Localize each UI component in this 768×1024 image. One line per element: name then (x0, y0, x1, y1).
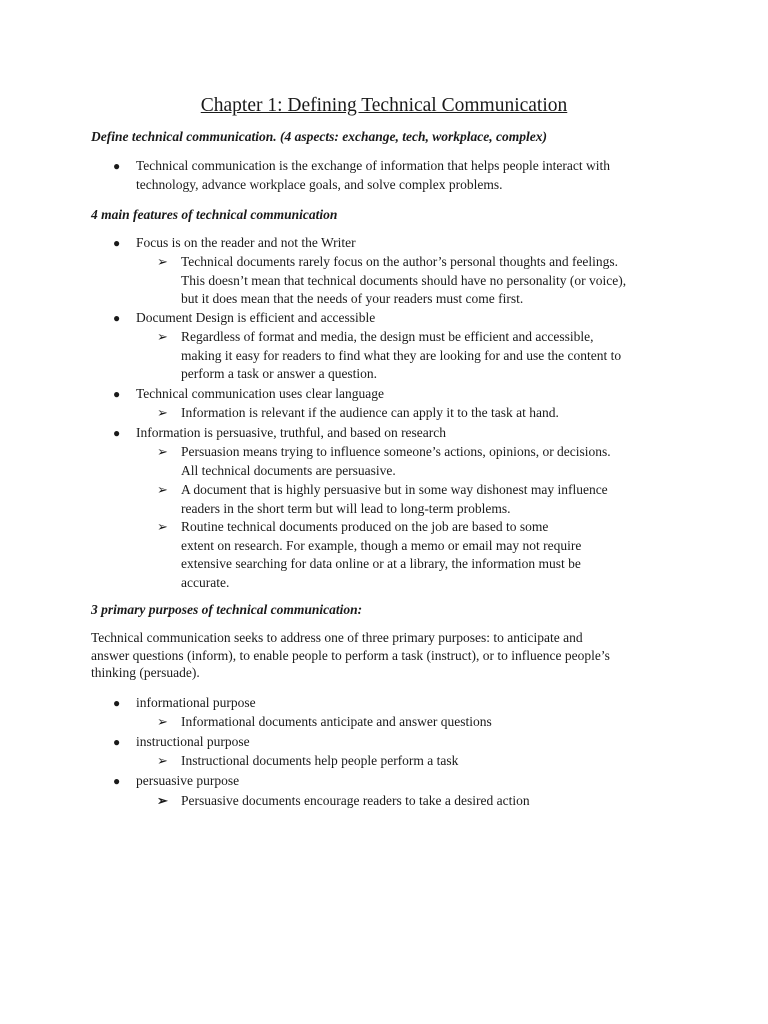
arrowhead-right-icon: ➢ (157, 405, 168, 420)
bullet-item-instructional (113, 733, 696, 752)
subbullet-text-line: Persuasive documents encourage readers to take a desired action (181, 793, 530, 808)
page-title: Chapter 1: Defining Technical Communication (200, 95, 568, 116)
arrowhead-right-icon: ➢ (157, 714, 168, 729)
subbullet-text-line: perform a task or answer a question. (181, 366, 378, 381)
subbullet-text-line: Technical documents rarely focus on the author’s personal thoughts and feelings. (181, 254, 619, 269)
arrowhead-right-icon: ➢ (157, 444, 168, 459)
section-heading-define: Define technical communication. (4 aspects: exchange, tech, workplace, complex) (91, 129, 547, 144)
subbullet-item (157, 443, 681, 480)
subbullet-text-line: extensive searching for data online or at a library, the information must be (181, 556, 581, 571)
bullet-text-line: persuasive purpose (136, 773, 240, 788)
bullet-text-line: Technical communication is the exchange of information that helps people interact with (136, 158, 611, 173)
subbullet-text-line: extent on research. For example, though a memo or email may not require (181, 537, 582, 553)
bullet-text-line: instructional purpose (136, 734, 250, 749)
bullet-dot-icon: ● (113, 735, 121, 749)
subbullet-text-line: Persuasion means trying to influence someone’s actions, opinions, or decisions. (181, 444, 611, 459)
purposes-paragraph (91, 629, 671, 682)
bullet-dot-icon: ● (113, 311, 121, 325)
subbullet-text-line: Information is relevant if the audience can apply it to the task at hand. (181, 405, 559, 420)
subbullet-text-line: All technical documents are persuasive. (181, 462, 396, 478)
bullet-text-line: Technical communication uses clear language (136, 386, 384, 401)
subbullet-text-line: Regardless of format and media, the design must be efficient and accessible, (181, 329, 594, 344)
subbullet-text-line: A document that is highly persuasive but in some way dishonest may influence (181, 482, 608, 497)
bullet-text-line: Focus is on the reader and not the Writer (136, 235, 356, 250)
bullet-item-definition (113, 157, 696, 194)
bullet-text-line: informational purpose (136, 695, 256, 710)
arrowhead-right-icon: ➢ (157, 519, 168, 534)
bullet-text-line: technology, advance workplace goals, and solve complex problems. (136, 176, 503, 192)
section-heading-purposes: 3 primary purposes of technical communication: (91, 602, 363, 617)
subbullet-text-line: accurate. (181, 574, 230, 590)
bullet-item-informational (113, 694, 696, 713)
bullet-item-persuasive (113, 424, 696, 443)
paragraph-line: thinking (persuade). (91, 665, 200, 680)
subbullet-item (157, 752, 681, 771)
subbullet-text-line: Instructional documents help people perform a task (181, 753, 459, 768)
subbullet-item (157, 253, 681, 309)
subbullet-item (157, 713, 681, 732)
arrowhead-right-icon: ➢ (157, 793, 168, 808)
arrowhead-right-icon: ➢ (157, 254, 168, 269)
bullet-dot-icon: ● (113, 387, 121, 401)
subbullet-text-line: Routine technical documents produced on the job are based to some (181, 519, 549, 534)
arrowhead-right-icon: ➢ (157, 753, 168, 768)
arrowhead-right-icon: ➢ (157, 482, 168, 497)
bullet-dot-icon: ● (113, 236, 121, 250)
subbullet-text-line: making it easy for readers to find what they are looking for and use the content to (181, 347, 622, 363)
subbullet-item (157, 328, 681, 384)
bullet-dot-icon: ● (113, 696, 121, 710)
bullet-text-line: Document Design is efficient and accessible (136, 310, 376, 325)
section-heading-features: 4 main features of technical communication (91, 207, 338, 222)
subbullet-item (157, 792, 681, 811)
subbullet-text-line: This doesn’t mean that technical documents should have no personality (or voice), (181, 272, 627, 288)
bullet-item-design (113, 309, 696, 328)
subbullet-text-line: Informational documents anticipate and answer questions (181, 714, 492, 729)
bullet-dot-icon: ● (113, 159, 121, 173)
bullet-item-language (113, 385, 696, 404)
subbullet-item (157, 481, 681, 518)
arrowhead-right-icon: ➢ (157, 329, 168, 344)
bullet-text-line: Information is persuasive, truthful, and based on research (136, 425, 447, 440)
bullet-item-persuasive-purpose (113, 772, 696, 791)
paragraph-line: answer questions (inform), to enable people to perform a task (instruct), or to influence people’s (91, 647, 610, 663)
bullet-dot-icon: ● (113, 774, 121, 788)
bullet-item-focus (113, 234, 696, 253)
subbullet-text-line: but it does mean that the needs of your readers must come first. (181, 291, 524, 306)
subbullet-item (157, 404, 681, 423)
subbullet-text-line: readers in the short term but will lead to long-term problems. (181, 500, 511, 516)
paragraph-line: Technical communication seeks to address one of three primary purposes: to anticipate and (91, 630, 583, 645)
subbullet-item (157, 518, 681, 592)
bullet-dot-icon: ● (113, 426, 121, 440)
